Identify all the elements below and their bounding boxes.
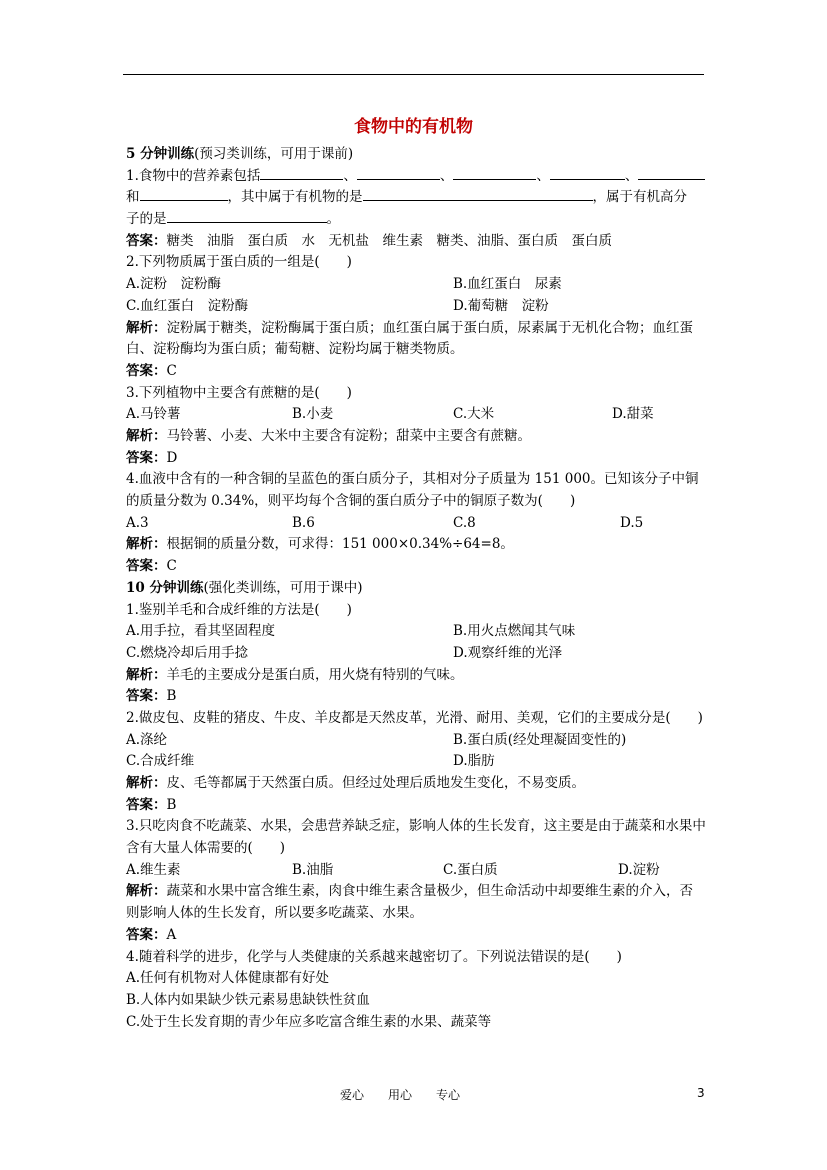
- q5-options-row1: A.用手拉，看其坚固程度 B.用火点燃闻其气味: [126, 623, 576, 640]
- q4-answer: 答案：C: [126, 558, 177, 575]
- document-body: [126, 144, 706, 1033]
- q1-line1: 1.食物中的营养素包括 、 、 、 、: [126, 166, 706, 188]
- page-title: 食物中的有机物: [354, 117, 473, 137]
- header-rule: [123, 74, 704, 75]
- q4-stem: 4.血液中含有的一种含铜的呈蓝色的蛋白质分子，其相对分子质量为 151 000。已知该分子中铜的质量分数为 0.34%，则平均每个含铜的蛋白质分子中的铜原子数为( ): [126, 471, 699, 510]
- q5-analysis: 解析：羊毛的主要成分是蛋白质，用火烧有特别的气味。: [126, 666, 464, 683]
- section-heading-10min: 10 分钟训练(强化类训练，可用于课中): [126, 579, 363, 596]
- q1-line2: 和 ，其中属于有机物的是 ，属于有机高分: [126, 189, 687, 206]
- q5-answer: 答案：B: [126, 688, 177, 705]
- q8-option-a: A.任何有机物对人体健康都有好处: [126, 970, 330, 987]
- q2-answer: 答案：C: [126, 362, 177, 379]
- q3-answer: 答案：D: [126, 449, 178, 466]
- q1-answer: 答案：糖类 油脂 蛋白质 水 无机盐 维生素 糖类、油脂、蛋白质 蛋白质: [126, 232, 612, 249]
- q8-stem: 4.随着科学的进步，化学与人类健康的关系越来越密切了。下列说法错误的是( ): [126, 948, 622, 965]
- q7-stem: 3.只吃肉食不吃蔬菜、水果，会患营养缺乏症，影响人体的生长发育，这主要是由于蔬菜和水果中含有大量人体需要的( ): [126, 818, 706, 857]
- q8-option-c: C.处于生长发育期的青少年应多吃富含维生素的水果、蔬菜等: [126, 1013, 492, 1030]
- q8-option-b: B.人体内如果缺少铁元素易患缺铁性贫血: [126, 991, 370, 1008]
- q2-stem: 2.下列物质属于蛋白质的一组是( ): [126, 254, 352, 271]
- q6-answer: 答案：B: [126, 796, 177, 813]
- page-number: 3: [697, 1086, 705, 1100]
- q5-stem: 1.鉴别羊毛和合成纤维的方法是( ): [126, 601, 352, 618]
- section-heading-5min: 5 分钟训练(预习类训练，可用于课前): [126, 146, 354, 162]
- q1-line3: 子的是 。: [126, 211, 340, 228]
- q6-analysis: 解析：皮、毛等都属于天然蛋白质。但经过处理后质地发生变化，不易变质。: [126, 775, 585, 792]
- q7-analysis: 解析：蔬菜和水果中富含维生素，肉食中维生素含量极少，但生命活动中却要维生素的介入，否则影响人体的生长发育，所以要多吃蔬菜、水果。: [126, 883, 693, 922]
- q7-options: A.维生素 B.油脂 C.蛋白质 D.淀粉: [126, 861, 660, 878]
- q6-options-row2: C.合成纤维 D.脂肪: [126, 753, 495, 770]
- footer-motto: 爱心 用心 专心: [340, 1088, 461, 1102]
- q2-options-row1: A.淀粉 淀粉酶 B.血红蛋白 尿素: [126, 276, 562, 293]
- q5-options-row2: C.燃烧冷却后用手捻 D.观察纤维的光泽: [126, 644, 563, 661]
- q3-stem: 3.下列植物中主要含有蔗糖的是( ): [126, 384, 352, 401]
- q7-answer: 答案：A: [126, 926, 177, 943]
- q2-options-row2: C.血红蛋白 淀粉酶 D.葡萄糖 淀粉: [126, 297, 549, 314]
- q2-analysis: 解析：淀粉属于糖类，淀粉酶属于蛋白质；血红蛋白属于蛋白质，尿素属于无机化合物；血红蛋白、淀粉酶均为蛋白质；葡萄糖、淀粉均属于糖类物质。: [126, 319, 693, 358]
- q6-stem: 2.做皮包、皮鞋的猪皮、牛皮、羊皮都是天然皮革，光滑、耐用、美观，它们的主要成分是( ): [126, 709, 703, 726]
- q4-options: A.3 B.6 C.8 D.5: [126, 514, 644, 531]
- q3-options: A.马铃薯 B.小麦 C.大米 D.甜菜: [126, 406, 654, 423]
- q4-analysis: 解析：根据铜的质量分数，可求得：151 000×0.34%÷64=8。: [126, 536, 514, 553]
- q3-analysis: 解析：马铃薯、小麦、大米中主要含有淀粉；甜菜中主要含有蔗糖。: [126, 427, 531, 444]
- q6-options-row1: A.涤纶 B.蛋白质(经处理凝固变性的): [126, 731, 627, 748]
